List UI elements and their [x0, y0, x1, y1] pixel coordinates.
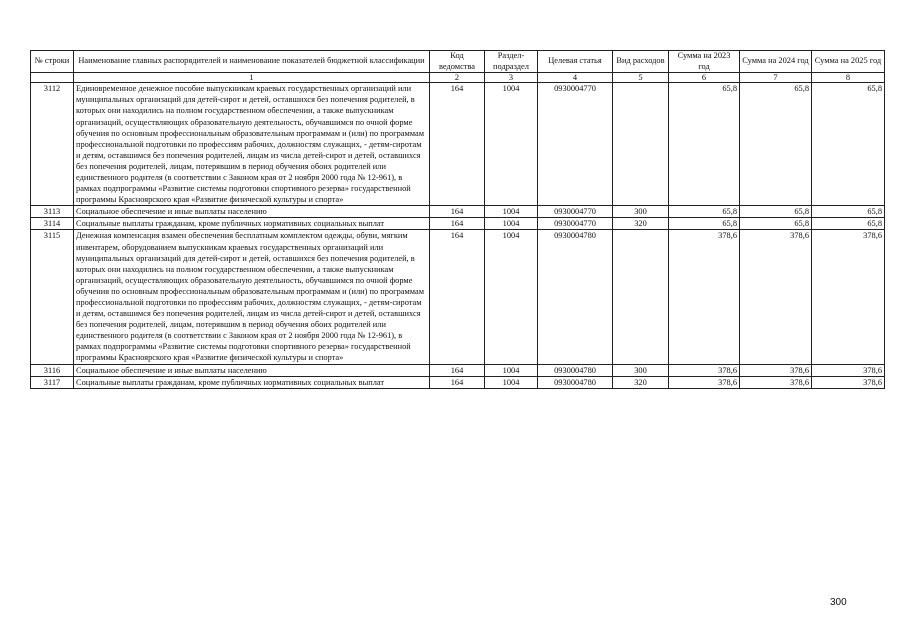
cell-name: Социальные выплаты гражданам, кроме публичных нормативных социальных выплат	[74, 376, 430, 388]
cell-sum-2023: 65,8	[669, 218, 740, 230]
cell-name: Денежная компенсация взамен обеспечения бесплатным комплектом одежды, обуви, мягким инвентарем, оборудованием выпускникам краевых государственных организаций или муниципальных организаций для детей-сирот и детей, оставшихся без попечения родителей, в которых они находились на полном государственном обеспечении, а также выпускникам организаций, осуществляющих образовательную деятельность, обучавшимся по очной форме обучения по основным профессиональным образовательным программам и (или) по программам профессиональной подготовки по профессиям рабочих, должностям служащих, - детям-сиротам и детям, оставшимся без попечения родителей, лицам из числа детей-сирот и детей, оставшихся без попечения родителей, лицам, потерявшим в период обучения обоих родителей или единственного родителя (в соответствии с Законом края от 2 ноября 2000 года № 12-961), в рамках подпрограммы «Развитие системы подготовки спортивного резерва» государственной программы Красноярского края «Развитие физической культуры и спорта»	[74, 230, 430, 364]
cell-name: Единовременное денежное пособие выпускникам краевых государственных организаций или муниципальных организаций для детей-сирот и детей, оставшихся без попечения родителей, в которых они находились на полном государственном обеспечении, а также выпускникам организаций, осуществляющих образовательную деятельность, обучавшимся по очной форме обучения по основным профессиональным образовательным программам и (или) по программам профессиональной подготовки по профессиям рабочих, должностям служащих, - детям-сиротам и детям, оставшимся без попечения родителей, лицам из числа детей-сирот и детей, оставшихся без попечения родителей, лицам, потерявшим в период обучения обоих родителей или единственного родителя (в соответствии с Законом края от 2 ноября 2000 года № 12-961), в рамках подпрограммы «Развитие системы подготовки спортивного резерва» государственной программы Красноярского края «Развитие физической культуры и спорта»	[74, 83, 430, 206]
cell-sum-2024: 378,6	[740, 376, 812, 388]
cell-target-item: 0930004780	[538, 230, 613, 364]
table-row	[31, 206, 885, 218]
table-row	[31, 364, 885, 376]
budget-table	[30, 50, 885, 389]
cell-sum-2024: 378,6	[740, 230, 812, 364]
cell-name: Социальное обеспечение и иные выплаты населению	[74, 364, 430, 376]
cell-expense-kind: 320	[613, 376, 669, 388]
table-row	[31, 218, 885, 230]
table-body	[31, 73, 885, 389]
table-row	[31, 230, 885, 364]
cell-section: 1004	[485, 230, 538, 364]
cell-target-item: 0930004770	[538, 83, 613, 206]
cell-section: 1004	[485, 83, 538, 206]
header-row	[31, 51, 885, 73]
header-dept-code: Код ведомства	[430, 51, 485, 73]
cell-sum-2023: 378,6	[669, 230, 740, 364]
cell-sum-2023: 65,8	[669, 206, 740, 218]
cell-sum-2025: 65,8	[812, 218, 885, 230]
column-number: 8	[812, 73, 885, 83]
column-number: 2	[430, 73, 485, 83]
column-number: 6	[669, 73, 740, 83]
cell-sum-2024: 65,8	[740, 206, 812, 218]
cell-target-item: 0930004770	[538, 206, 613, 218]
cell-sum-2025: 378,6	[812, 230, 885, 364]
page-number: 300	[830, 597, 847, 608]
cell-name: Социальное обеспечение и иные выплаты населению	[74, 206, 430, 218]
cell-expense-kind	[613, 83, 669, 206]
cell-section: 1004	[485, 218, 538, 230]
cell-section: 1004	[485, 206, 538, 218]
cell-row-no: 3112	[31, 83, 74, 206]
header-expense-kind: Вид расходов	[613, 51, 669, 73]
cell-row-no: 3117	[31, 376, 74, 388]
cell-section: 1004	[485, 376, 538, 388]
cell-expense-kind: 300	[613, 206, 669, 218]
cell-expense-kind: 320	[613, 218, 669, 230]
cell-dept-code: 164	[430, 206, 485, 218]
cell-sum-2023: 65,8	[669, 83, 740, 206]
cell-sum-2024: 65,8	[740, 83, 812, 206]
cell-expense-kind	[613, 230, 669, 364]
cell-section: 1004	[485, 364, 538, 376]
cell-dept-code: 164	[430, 218, 485, 230]
cell-dept-code: 164	[430, 376, 485, 388]
cell-row-no: 3113	[31, 206, 74, 218]
header-sum-2025: Сумма на 2025 год	[812, 51, 885, 73]
cell-name: Социальные выплаты гражданам, кроме публичных нормативных социальных выплат	[74, 218, 430, 230]
header-name: Наименование главных распорядителей и наименование показателей бюджетной классификации	[74, 51, 430, 73]
cell-sum-2024: 378,6	[740, 364, 812, 376]
header-sum-2024: Сумма на 2024 год	[740, 51, 812, 73]
header-row-no: № строки	[31, 51, 74, 73]
cell-sum-2025: 378,6	[812, 376, 885, 388]
cell-target-item: 0930004780	[538, 376, 613, 388]
column-number: 5	[613, 73, 669, 83]
column-number: 4	[538, 73, 613, 83]
cell-target-item: 0930004780	[538, 364, 613, 376]
cell-row-no: 3115	[31, 230, 74, 364]
column-number: 1	[74, 73, 430, 83]
header-target-item: Целевая статья	[538, 51, 613, 73]
cell-sum-2024: 65,8	[740, 218, 812, 230]
cell-sum-2023: 378,6	[669, 376, 740, 388]
cell-dept-code: 164	[430, 83, 485, 206]
cell-dept-code: 164	[430, 364, 485, 376]
column-number-blank	[31, 73, 74, 83]
cell-row-no: 3116	[31, 364, 74, 376]
column-number-row	[31, 73, 885, 83]
header-section: Раздел-подраздел	[485, 51, 538, 73]
table-row	[31, 83, 885, 206]
cell-row-no: 3114	[31, 218, 74, 230]
cell-target-item: 0930004770	[538, 218, 613, 230]
column-number: 7	[740, 73, 812, 83]
cell-sum-2025: 65,8	[812, 83, 885, 206]
table-row	[31, 376, 885, 388]
cell-sum-2025: 65,8	[812, 206, 885, 218]
cell-dept-code: 164	[430, 230, 485, 364]
cell-sum-2023: 378,6	[669, 364, 740, 376]
cell-sum-2025: 378,6	[812, 364, 885, 376]
header-sum-2023: Сумма на 2023 год	[669, 51, 740, 73]
cell-expense-kind: 300	[613, 364, 669, 376]
column-number: 3	[485, 73, 538, 83]
